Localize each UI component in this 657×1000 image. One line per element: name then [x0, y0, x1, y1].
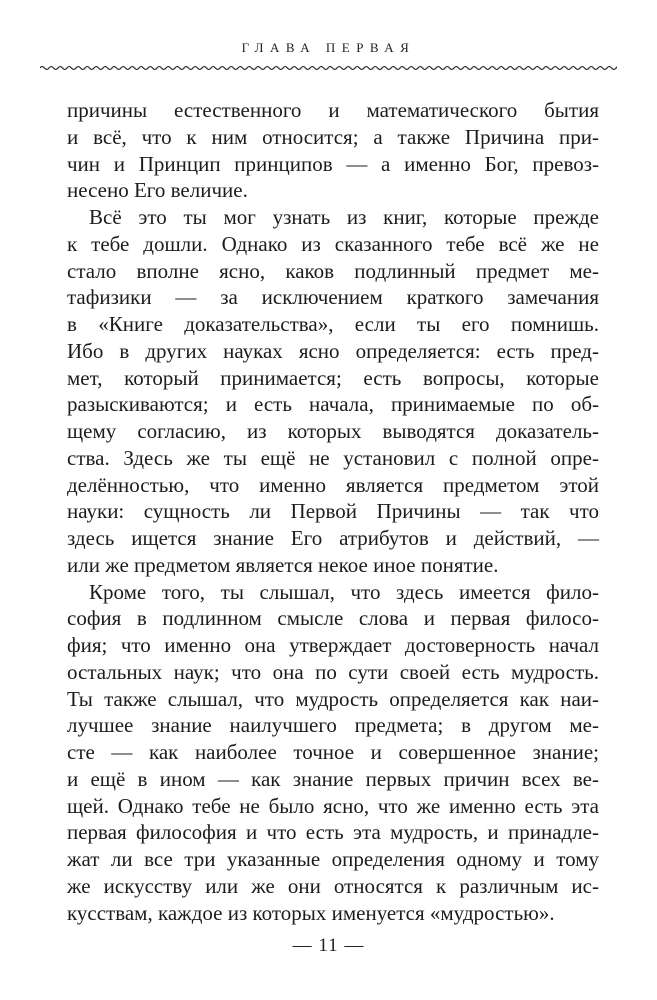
running-head: ГЛАВА ПЕРВАЯ [241, 40, 416, 55]
wavy-divider [40, 62, 617, 74]
text-line: ства. Здесь же ты ещё не установил с полной опре- [67, 445, 599, 470]
text-line: к тебе дошли. Однако из сказанного тебе всё же не [67, 231, 599, 256]
text-line: чин и Принцип принципов — а именно Бог, превоз- [67, 151, 599, 176]
text-line: стало вполне ясно, каков подлинный предмет ме- [67, 258, 599, 283]
text-line: софия в подлинном смысле слова и первая филосо- [67, 606, 599, 631]
page-number: — 11 — [292, 935, 365, 956]
text-line: жат ли все три указанные определения одному и тому [67, 847, 599, 871]
text-line: разыскиваются; и есть начала, принимаемые по об- [67, 392, 599, 417]
text-line: щему согласию, из которых выводятся доказатель- [67, 419, 599, 443]
text-line: науки: сущность ли Первой Причины — так что [67, 499, 599, 524]
text-line: остальных наук; что она по сути своей есть мудрость. [67, 659, 599, 684]
text-line: же искусству или же они относятся к различным ис- [67, 873, 599, 898]
text-line: мет, который принимается; есть вопросы, которые [67, 365, 599, 390]
text-line: Всё это ты мог узнать из книг, которые прежде [89, 205, 599, 229]
body-text [67, 97, 599, 926]
text-line: причины естественного и математического бытия [67, 98, 599, 122]
text-line: несено Его величие. [67, 178, 248, 203]
text-line: Ибо в других науках ясно определяется: есть пред- [67, 338, 599, 363]
text-line: фия; что именно она утверждает достоверность начал [67, 633, 599, 657]
text-line: сте — как наиболее точное и совершенное знание; [67, 740, 599, 764]
text-line: щей. Однако тебе не было ясно, что же именно есть эта [67, 793, 599, 818]
text-line: делённостью, что именно является предметом этой [67, 472, 599, 497]
text-line: и ещё в ином — как знание первых причин всех ве- [67, 766, 599, 791]
text-line: тафизики — за исключением краткого замечания [67, 285, 599, 310]
text-line: первая философия и что есть эта мудрость, и принадле- [67, 820, 599, 845]
text-line: лучшее знание наилучшего предмета; в другом ме- [67, 713, 599, 738]
text-line: в «Книге доказательства», если ты его помнишь. [67, 312, 599, 336]
text-line: Кроме того, ты слышал, что здесь имеется фило- [89, 579, 599, 604]
text-line: кусствам, каждое из которых именуется «мудростью». [67, 900, 555, 925]
text-line: здесь ищется знание Его атрибутов и действий, — [67, 526, 599, 550]
text-line: и всё, что к ним относится; а также Причина при- [67, 124, 599, 149]
text-line: Ты также слышал, что мудрость определяется как наи- [67, 686, 599, 711]
text-line: или же предметом является некое иное понятие. [67, 552, 499, 577]
